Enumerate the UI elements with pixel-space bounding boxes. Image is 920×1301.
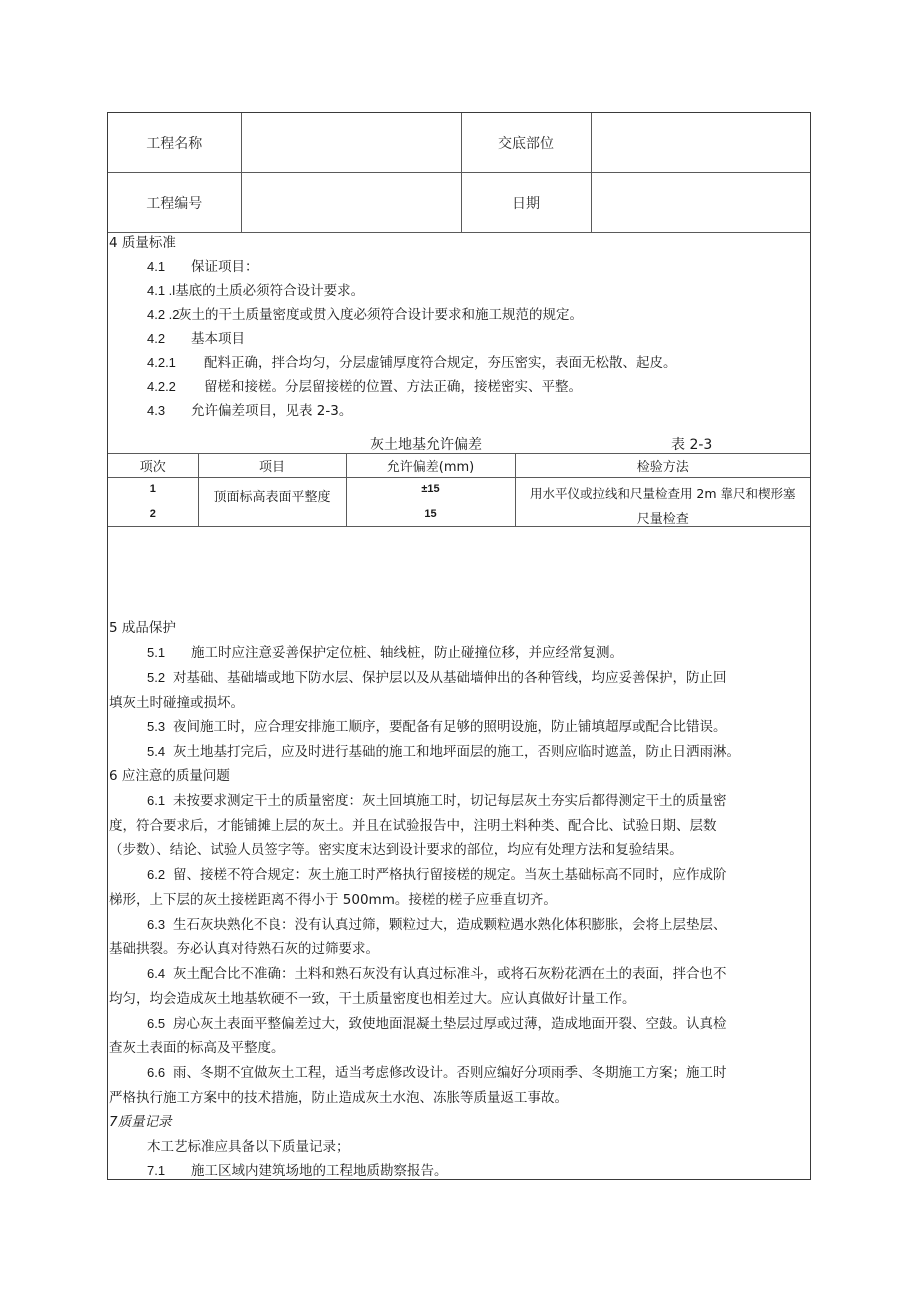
field-project-number[interactable]: [241, 173, 461, 233]
table-row: [108, 478, 810, 527]
section-5-line: 5.2 对基础、基础墙或地下防水层、保护层以及从基础墙伸出的各种管线，均应妥善保护，防止回: [147, 670, 727, 686]
section-4-line: 4.2 基本项目: [147, 331, 245, 347]
tolerance-table-header: [108, 454, 810, 478]
label-project-number: 工程编号: [108, 173, 241, 233]
header-row-project-number: [108, 173, 810, 233]
section-6-line-continued: 梯形，上下层的灰土接槎距离不得小于 500mm。接槎的槎子应垂直切齐。: [109, 892, 557, 908]
label-handover-location: 交底部位: [461, 113, 591, 173]
section-6-line-continued: 均匀，均会造成灰土地基软硬不一致，干土质量密度也相差过大。应认真做好计量工作。: [109, 991, 636, 1007]
column-header-item: 项目: [198, 454, 346, 478]
section-5-line: 5.4 灰土地基打完后，应及时进行基础的施工和地坪面层的施工，否则应临时遮盖，防止日洒雨淋。: [147, 744, 740, 760]
column-header-method: 检验方法: [515, 454, 810, 478]
section-7-title: 7质量记录: [109, 1114, 172, 1130]
cell-method: 用水平仪或拉线和尺量检查用 2m 靠尺和楔形塞 尺量检查: [515, 478, 810, 527]
section-6-title: 6 应注意的质量问题: [109, 768, 230, 784]
section-4-line: 4.2.2 留槎和接槎。分层留接槎的位置、方法正确，接槎密实、平整。: [147, 379, 582, 395]
section-4-title: 4 质量标准: [109, 235, 176, 251]
tolerance-table-title: 灰土地基允许偏差: [370, 437, 482, 453]
section-6-line-continued: 查灰土表面的标高及平整度。: [109, 1040, 285, 1056]
section-5-line-continued: 填灰土时碰撞或损坏。: [109, 695, 244, 711]
section-6-line: 6.5 房心灰土表面平整偏差过大，致使地面混凝土垫层过厚或过薄，造成地面开裂、空鼓。认真检: [147, 1016, 727, 1032]
tolerance-table-number: 表 2-3: [671, 437, 713, 453]
section-4-line: 4.3 允许偏差项目，见表 2-3。: [147, 403, 353, 419]
column-header-tolerance: 允许偏差(mm): [346, 454, 515, 478]
field-handover-location[interactable]: [591, 113, 810, 173]
header-row-project-name: [108, 113, 810, 173]
document-frame: [107, 112, 811, 1180]
section-7-intro: 木工艺标准应具备以下质量记录；: [147, 1139, 350, 1155]
section-6-line: 6.3 生石灰块熟化不良：没有认真过筛，颗粒过大，造成颗粒遇水熟化体积膨胀，会将上层垫层、: [147, 917, 727, 933]
section-5-line: 5.3 夜间施工时，应合理安排施工顺序，要配备有足够的照明设施，防止铺填超厚或配合比错误。: [147, 719, 727, 735]
cell-item: 顶面标高表面平整度: [198, 478, 346, 527]
label-date: 日期: [461, 173, 591, 233]
section-4-line: 4.2.1 配料正确，拌合均匀，分层虚铺厚度符合规定，夯压密实，表面无松散、起皮。: [147, 355, 677, 371]
section-6-line: 6.1 未按要求测定干土的质量密度：灰土回填施工时，切记每层灰土夯实后都得测定干土的质量密: [147, 793, 727, 809]
section-6-line-continued: 严格执行施工方案中的技术措施，防止造成灰土水泡、冻胀等质量返工事故。: [109, 1090, 568, 1106]
section-6-line: 6.4 灰土配合比不准确：土料和熟石灰没有认真过标准斗，或将石灰粉花洒在土的表面，拌合也不: [147, 966, 727, 982]
section-6-line-continued: 度，符合要求后，才能铺摊上层的灰土。并且在试验报告中，注明土料种类、配合比、试验日期、层数: [109, 818, 717, 834]
tolerance-table-caption: [108, 431, 810, 453]
section-6-line-continued: 基础拱裂。夯必认真对待熟石灰的过筛要求。: [109, 941, 379, 957]
section-7-line: 7.1 施工区域内建筑场地的工程地质勘察报告。: [147, 1163, 448, 1179]
section-5-title: 5 成品保护: [109, 620, 176, 636]
section-4-line: 4.1 .l基底的土质必须符合设计要求。: [147, 283, 365, 299]
section-4-line: 4.2 .2灰土的干土质量密度或贯入度必须符合设计要求和施工规范的规定。: [147, 307, 583, 323]
cell-index: 1 2: [108, 478, 198, 527]
section-6-line: 6.6 雨、冬期不宜做灰土工程，适当考虑修改设计。否则应编好分项雨季、冬期施工方案；施工时: [147, 1065, 727, 1081]
label-project-name: 工程名称: [108, 113, 241, 173]
field-date[interactable]: [591, 173, 810, 233]
cell-tolerance: ±15 15: [346, 478, 515, 527]
field-project-name[interactable]: [241, 113, 461, 173]
section-4-line: 4.1 保证项目：: [147, 259, 259, 275]
tolerance-table: [108, 453, 810, 527]
header-table: [108, 113, 810, 233]
column-header-index: 项次: [108, 454, 198, 478]
section-6-line-continued: （步数）、结论、试验人员签字等。密实度末达到设计要求的部位，均应有处理方法和复验结果。: [109, 842, 683, 858]
section-6-line: 6.2 留、接槎不符合规定：灰土施工时严格执行留接槎的规定。当灰土基础标高不同时，应作成阶: [147, 867, 727, 883]
section-5-line: 5.1 施工时应注意妥善保护定位桩、轴线桩，防止碰撞位移，并应经常复测。: [147, 645, 623, 661]
